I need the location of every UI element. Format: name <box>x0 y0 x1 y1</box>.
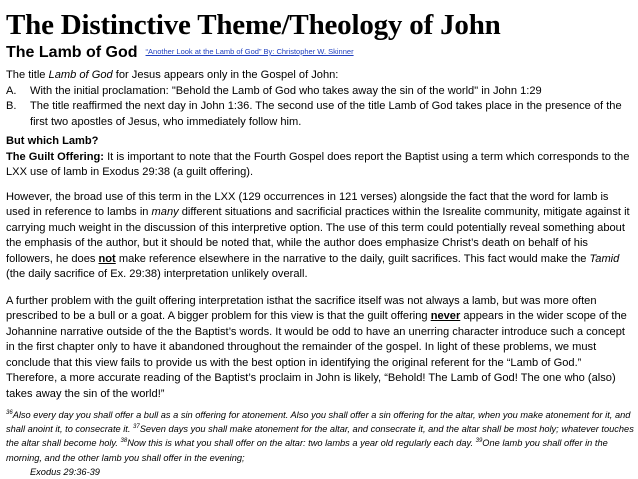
guilt-offering-label: The Guilt Offering: <box>6 150 104 163</box>
exodus-quote <box>6 408 634 465</box>
emphasis-many: many <box>151 206 179 218</box>
verse-number: 38 <box>120 438 128 445</box>
verse-text: Seven days you shall make atonement for the altar, and consecrate it, and the altar shall be most holy; whatever touches the altar shall become holy. <box>6 424 634 449</box>
intro-emphasis: Lamb of God <box>48 69 113 81</box>
source-link[interactable]: “Another Look at the Lamb of God” By: Christopher W. Skinner <box>145 47 354 56</box>
guilt-offering-paragraph <box>6 150 634 181</box>
lxx-text: different situations and sacrificial practices within the Isrealite community, mitigate against it carrying much weight in the discussion of this interpretive option. The use of this term could potentially reveal something about the emphasis of the author, but it should be noted that, while the author does emphasize Christ’s death on behalf of his followers, he does <box>6 206 630 265</box>
appearance-list <box>6 84 634 131</box>
verse-text: One lamb you shall offer in the morning, and the other lamb you shall offer in the evening; <box>6 438 608 463</box>
intro-pre: The title <box>6 69 49 81</box>
verse-reference: Exodus 29:36-39 <box>30 466 100 477</box>
verse-text: Also every day you shall offer a bull as a sin offering for atonement. Also you shall offer a sin offering for the altar, when you make atonement for it, and shall anoint it, to consecrate it. <box>6 410 631 435</box>
emphasis-never: never <box>430 310 461 322</box>
page-title: The Distinctive Theme/Theology of John <box>6 9 501 41</box>
emphasis-tamid: Tamid <box>589 252 620 265</box>
problem-text: appears in the wider scope of the Johannine narrative outside of the the Baptist’s words. It would be odd to have an unerring character introduce such a concept in the first chapter only to have it abandoned throughout the remainder of the gospel. In light of these problems, we must conclude that this view fails to provide us with the best option in identifying the original referent for the “Lamb of God.” Therefore, a more accurate reading of the Baptist’s proclaim in John is likely, “Behold! The Lamb of God! The one who (also) takes away the sin of the world!” <box>6 310 627 400</box>
verse-number: 37 <box>133 424 140 431</box>
list-item <box>6 99 634 130</box>
problem-text: A further problem with the guilt offering interpretation isthat the sacrifice itself was not always a lamb, but was more often prescribed to be a bull or a goat. A bigger problem for this view is that the guilt offering <box>6 294 597 322</box>
emphasis-not: not <box>98 252 116 265</box>
guilt-offering-text: It is important to note that the Fourth Gospel does report the Baptist using a term which corresponds to the LXX use of lamb in Exodus 29:38 (a guilt offering). <box>6 150 630 178</box>
list-item-text: With the initial proclamation: "Behold the Lamb of God who takes away the sin of the world" in John 1:29 <box>30 84 542 97</box>
list-item <box>6 84 634 100</box>
slide <box>6 8 634 479</box>
intro-post: for Jesus appears only in the Gospel of John: <box>112 69 339 81</box>
intro-text <box>6 68 634 84</box>
lxx-text: However, the broad use of this term in the LXX (129 occurrences in 121 verses) alongside the fact that the word for lamb is used in reference to lambs in <box>6 190 609 218</box>
verse-text: Now this is what you shall offer on the altar: two lambs a year old regularly each day. <box>127 438 476 449</box>
subtitle: The Lamb of God <box>6 44 138 61</box>
lxx-text: make reference elsewhere in the narrative to the daily, guilt sacrifices. This fact would make the <box>115 252 590 265</box>
lxx-paragraph <box>6 190 634 283</box>
lxx-text: (the daily sacrifice of Ex. 29:38) interpretation unlikely overall. <box>6 268 308 280</box>
list-item-text: The title reaffirmed the next day in John 1:36. The second use of the title Lamb of God takes place in the presence of the first two apostles of Jesus, who immediately follow him. <box>30 100 622 128</box>
problem-paragraph <box>6 294 634 403</box>
subtitle-row <box>6 44 634 68</box>
verse-number: 36 <box>6 409 13 416</box>
list-marker: B. <box>6 100 17 112</box>
list-marker: A. <box>6 84 17 97</box>
which-lamb-label: But which Lamb? <box>6 135 99 147</box>
which-lamb-heading <box>6 134 634 150</box>
verse-number: 39 <box>475 438 483 445</box>
